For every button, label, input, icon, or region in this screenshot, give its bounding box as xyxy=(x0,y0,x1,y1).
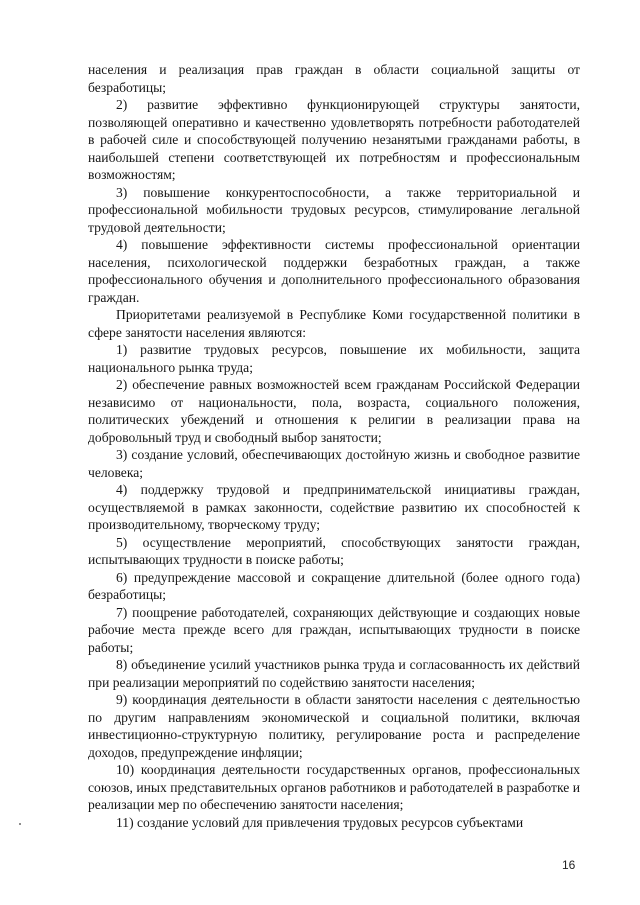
paragraph: 3) создание условий, обеспечивающих достойную жизнь и свободное развитие человека; xyxy=(88,447,580,480)
paragraph: 11) создание условий для привлечения трудовых ресурсов субъектами xyxy=(116,814,524,830)
paragraph: Приоритетами реализуемой в Республике Коми государственной политики в сфере занятости населения являются: xyxy=(88,307,580,340)
paragraph: населения и реализация прав граждан в области социальной защиты от безработицы; xyxy=(88,62,580,95)
paragraph: 7) поощрение работодателей, сохраняющих действующие и создающих новые рабочие места прежде всего для граждан, испытывающих трудности в поиске работы; xyxy=(88,604,580,655)
scan-speck xyxy=(19,823,21,825)
body-text xyxy=(88,61,580,831)
paragraph: 2) развитие эффективно функционирующей структуры занятости, позволяющей оперативно и качественно удовлетворять потребности работодателей в рабочей силе и способствующей получению незанятыми гражданами работы, в наибольшей степени соответствующей их потребностям и профессиональным возможностям; xyxy=(88,97,580,182)
paragraph: 4) повышение эффективности системы профессиональной ориентации населения, психологической поддержки безработных граждан, а также профессионального обучения и дополнительного профессионального образования граждан. xyxy=(88,237,580,305)
paragraph: 2) обеспечение равных возможностей всем гражданам Российской Федерации независимо от национальности, пола, возраста, социального положения, политических убеждений и отношения к религии в реализации права на добровольный труд и свободный выбор занятости; xyxy=(88,377,580,445)
paragraph: 9) координация деятельности в области занятости населения с деятельностью по другим направлениям экономической и социальной политики, включая инвестиционно-структурную политику, регулирование роста и распределение доходов, предупреждение инфляции; xyxy=(88,692,580,760)
paragraph: 10) координация деятельности государственных органов, профессиональных союзов, иных представительных органов работников и работодателей в разработке и реализации мер по обеспечению занятости населения; xyxy=(88,762,580,812)
paragraph: 6) предупреждение массовой и сокращение длительной (более одного года) безработицы; xyxy=(88,569,580,602)
paragraph: 8) объединение усилий участников рынка труда и согласованность их действий при реализации мероприятий по содействию занятости населения; xyxy=(88,657,580,690)
page-number: 16 xyxy=(562,858,576,872)
paragraph: 5) осуществление мероприятий, способствующих занятости граждан, испытывающих трудности в поиске работы; xyxy=(88,534,580,567)
paragraph: 3) повышение конкурентоспособности, а также территориальной и профессиональной мобильности трудовых ресурсов, стимулирование легальной трудовой деятельности; xyxy=(88,184,580,235)
paragraph: 1) развитие трудовых ресурсов, повышение их мобильности, защита национального рынка труда; xyxy=(88,342,580,375)
paragraph: 4) поддержку трудовой и предпринимательской инициативы граждан, осуществляемой в рамках законности, содействие развитию их способностей к производительному, творческому труду; xyxy=(88,482,580,532)
